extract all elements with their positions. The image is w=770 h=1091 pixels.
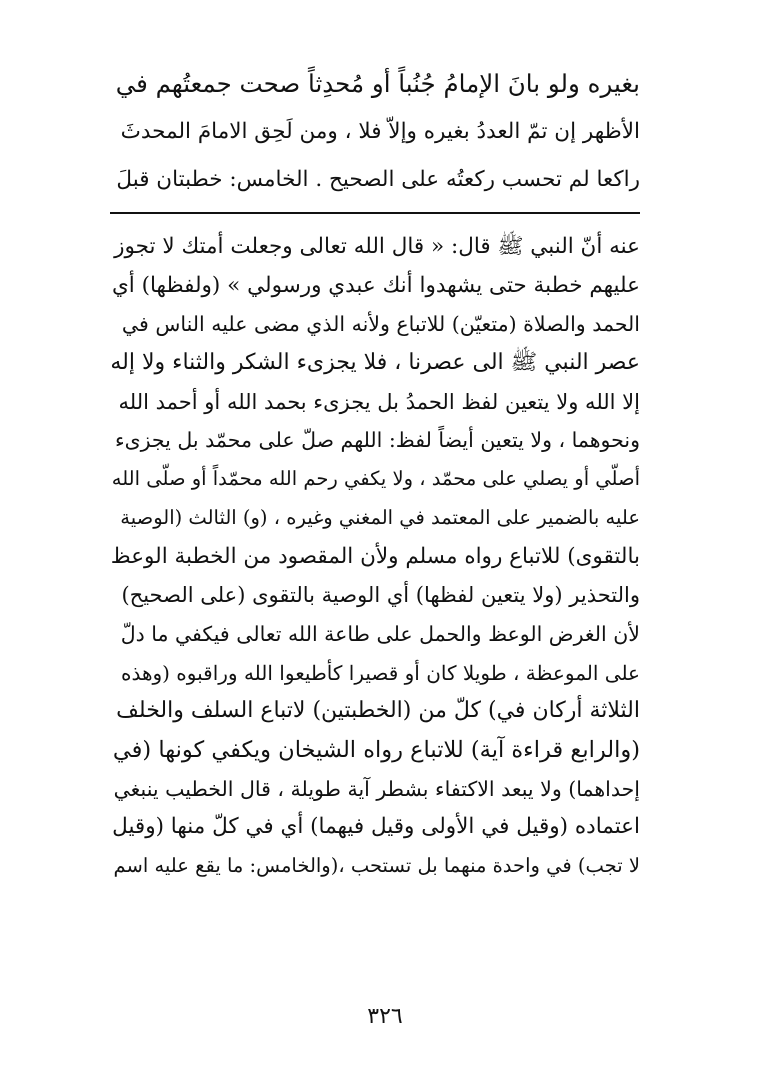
commentary-line: الثلاثة أركان في) كلّ من (الخطبتين) لاتباع السلف والخلف [116, 698, 640, 724]
commentary-line: إلا الله ولا يتعين لفظ الحمدُ بل يجزىء بحمد الله أو أحمد الله [118, 389, 640, 414]
commentary-line: ونحوهما ، ولا يتعين أيضاً لفظ: اللهم صلّ على محمّد بل يجزىء [114, 428, 640, 453]
commentary-line: عصر النبي ﷺ الى عصرنا ، فلا يجزىء الشكر والثناء ولا إله [110, 350, 640, 376]
commentary-line: إحداهما) ولا يبعد الاكتفاء بشطر آية طويلة ، قال الخطيب ينبغي [113, 776, 640, 801]
commentary-line: عليه بالضمير على المعتمد في المغني وغيره ، (و) الثالث (الوصية [120, 505, 640, 529]
commentary-line: (والرابع قراءة آية) للاتباع رواه الشيخان ويكفي كونها (في [112, 736, 640, 763]
section-divider [110, 212, 640, 214]
commentary-line: أصلّي أو يصلي على محمّد ، ولا يكفي رحم الله محمّداً أو صلّى الله [111, 467, 640, 491]
main-text-line: بغيره ولو بانَ الإمامُ جُنُباً أو مُحدِثاً صحت جمعتُهم في [115, 69, 640, 98]
commentary-line: لأن الغرض الوعظ والحمل على طاعة الله تعالى فيكفي ما دلّ [120, 621, 640, 646]
commentary-line: الحمد والصلاة (متعيّن) للاتباع ولأنه الذي مضى عليه الناس في [121, 312, 640, 337]
commentary-line: عليهم خطبة حتى يشهدوا أنك عبدي ورسولي » (ولفظها) أي [111, 272, 640, 298]
commentary-line: على الموعظة ، طويلا كان أو قصيرا كأطيعوا الله وراقبوه (وهذه [120, 660, 640, 685]
main-text-line: راكعا لم تحسب ركعتُه على الصحيح . الخامس: خطبتان قبلَ [116, 167, 640, 192]
main-text-line: الأظهر إن تمّ العددُ بغيره وإلاّ فلا ، ومن لَحِق الامامَ المحدثَ [120, 119, 640, 144]
main-text-block [110, 60, 640, 204]
commentary-line: والتحذير (ولا يتعين لفظها) أي الوصية بالتقوى (على الصحيح) [121, 583, 640, 608]
commentary-line: بالتقوى) للاتباع رواه مسلم ولأن المقصود من الخطبة الوعظ [110, 543, 640, 569]
commentary-line: لا تجب) في واحدة منهما بل تستحب ،(والخامس: ما يقع عليه اسم [113, 854, 640, 877]
page-number: ٣٢٦ [367, 1004, 403, 1029]
commentary-line: عنه أنّ النبي ﷺ قال: « قال الله تعالى وجعلت أمتك لا تجوز [114, 234, 640, 259]
commentary-text-block [110, 228, 640, 886]
commentary-line: اعتماده (وقيل في الأولى وقيل فيهما) أي في كلّ منها (وقيل [112, 814, 640, 840]
